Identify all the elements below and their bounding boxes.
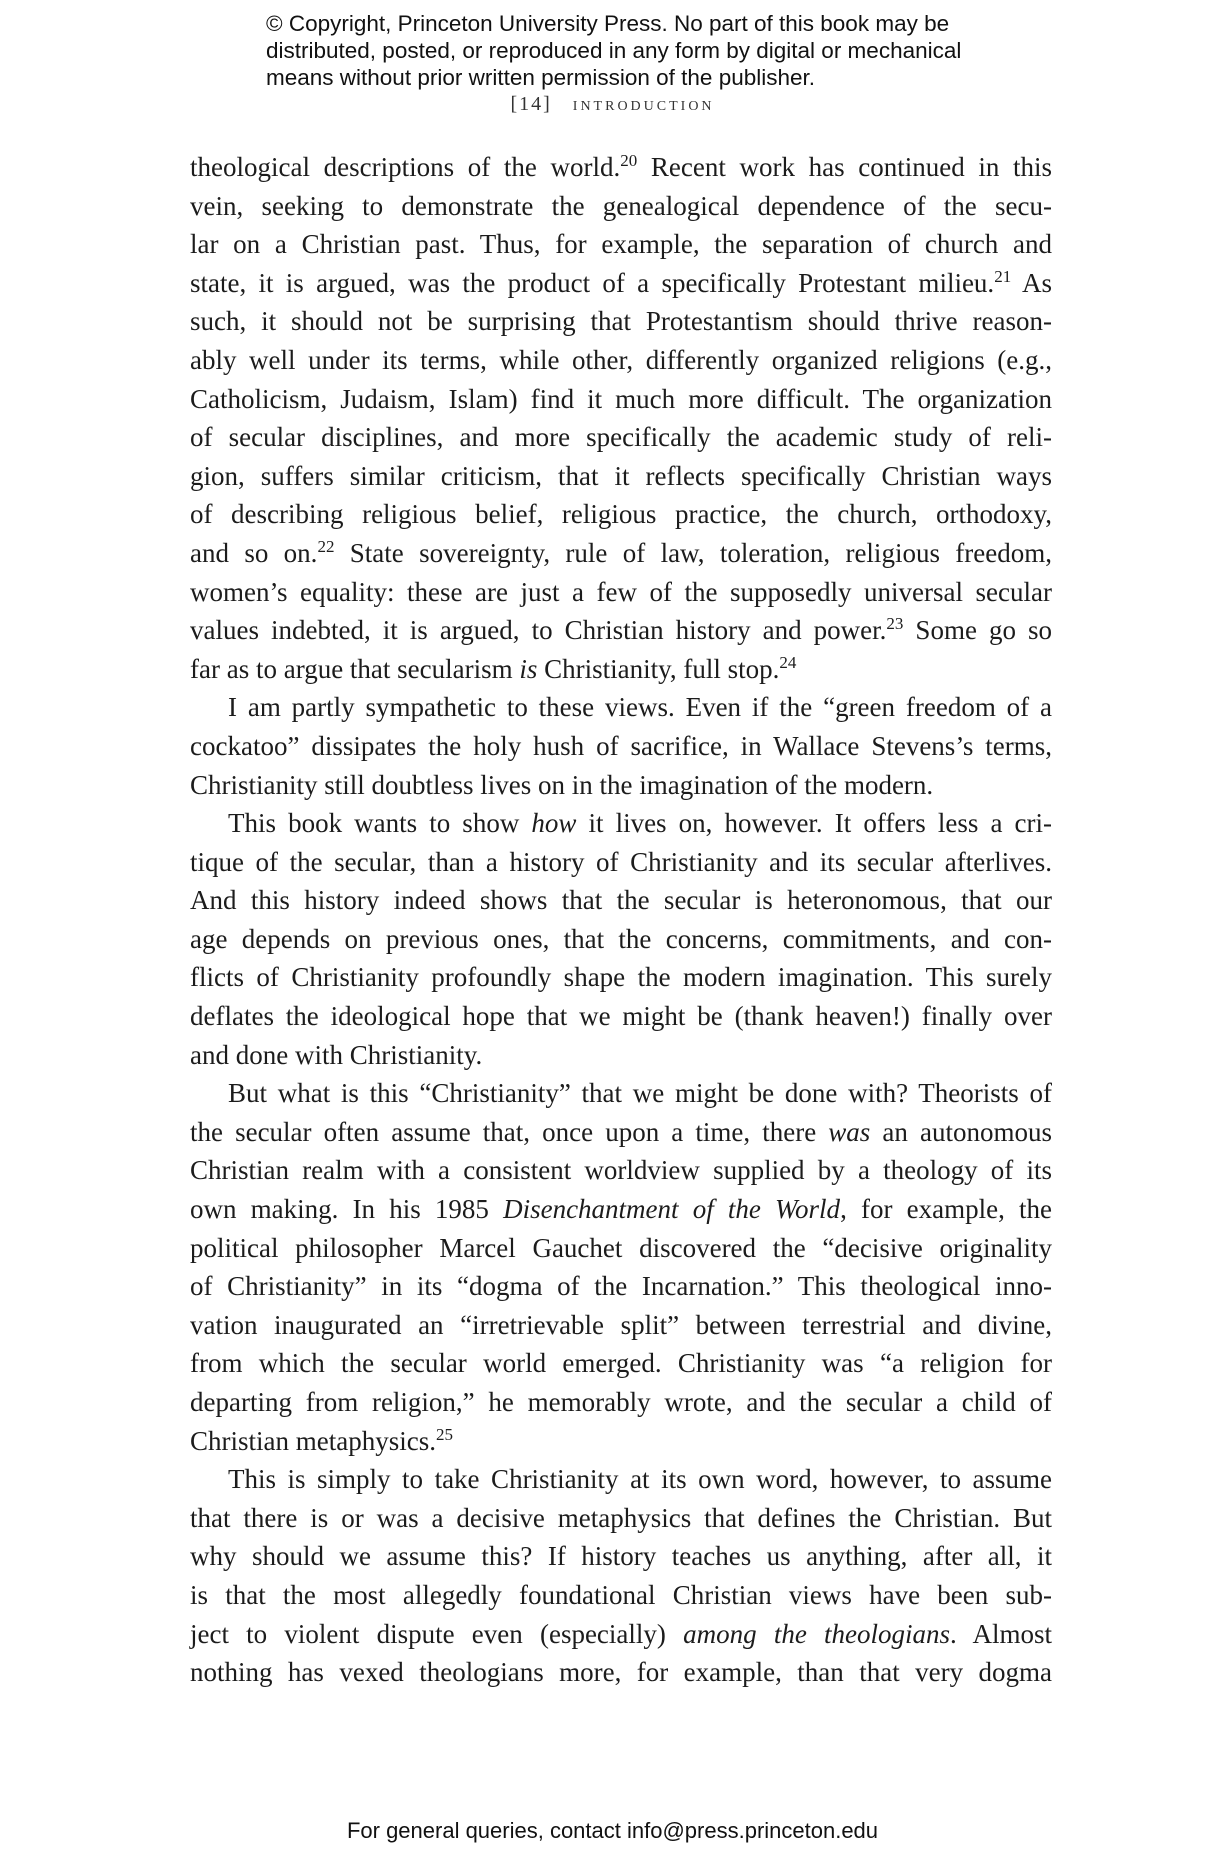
text-line xyxy=(190,302,1052,341)
text-line xyxy=(190,1422,1052,1461)
footnote-ref: 23 xyxy=(886,614,904,634)
text-line xyxy=(190,225,1052,264)
body-text xyxy=(190,148,1052,1692)
text-segment: is that the most allegedly foundational Christian views have been sub- xyxy=(190,1579,1052,1610)
running-head xyxy=(0,93,1225,116)
text-line xyxy=(190,1344,1052,1383)
text-segment: women’s equality: these are just a few of the supposedly universal secular xyxy=(190,576,1052,607)
text-line xyxy=(190,148,1052,187)
text-segment: vation inaugurated an “irretrievable split” between terrestrial and divine, xyxy=(190,1309,1052,1340)
copyright-line: means without prior written permission of the publisher. xyxy=(266,65,816,90)
text-line xyxy=(190,1499,1052,1538)
text-segment: tique of the secular, than a history of Christianity and its secular afterlives. xyxy=(190,846,1052,877)
text-segment: vein, seeking to demonstrate the genealogical dependence of the secu- xyxy=(190,190,1052,221)
text-segment: This book wants to show xyxy=(228,808,532,839)
text-segment: departing from religion,” he memorably wrote, and the secular a child of xyxy=(190,1387,1052,1417)
page-number: [14] xyxy=(510,93,552,115)
text-segment: Christian realm with a consistent worldview supplied by a theology of its xyxy=(190,1155,1052,1186)
text-segment: why should we assume this? If history teaches us anything, after all, it xyxy=(190,1541,1052,1572)
copyright-line: distributed, posted, or reproduced in any form by digital or mechanical xyxy=(266,38,962,63)
copyright-line: © Copyright, Princeton University Press. No part of this book may be xyxy=(266,11,950,36)
text-segment: such, it should not be surprising that Protestantism should thrive reason- xyxy=(190,306,1052,337)
italic-text: among the theologians xyxy=(683,1618,951,1649)
text-line xyxy=(190,1306,1052,1345)
text-line xyxy=(190,1190,1052,1229)
italic-text: was xyxy=(828,1116,871,1147)
text-line xyxy=(190,418,1052,457)
text-segment: it lives on, however. It offers less a cri- xyxy=(576,808,1052,839)
text-line xyxy=(190,688,1052,727)
text-segment: and so on. xyxy=(190,537,318,568)
footnote-ref: 21 xyxy=(994,266,1012,286)
text-line xyxy=(190,650,1052,689)
section-title: introduction xyxy=(572,93,715,115)
text-line xyxy=(190,611,1052,650)
text-line xyxy=(190,958,1052,997)
text-segment: deflates the ideological hope that we might be (thank heaven!) finally over xyxy=(190,1001,1052,1032)
text-segment: political philosopher Marcel Gauchet discovered the “decisive originality xyxy=(190,1232,1052,1263)
text-line xyxy=(190,534,1052,573)
text-segment: of secular disciplines, and more specifically the academic study of reli- xyxy=(190,422,1052,453)
text-segment: own making. In his 1985 xyxy=(190,1194,504,1225)
text-line xyxy=(190,264,1052,303)
italic-text: Disenchantment of the World xyxy=(503,1194,841,1225)
text-segment: of describing religious belief, religious practice, the church, orthodoxy, xyxy=(190,499,1052,530)
text-line xyxy=(190,380,1052,419)
text-line xyxy=(190,1267,1052,1306)
italic-text: how xyxy=(531,808,577,839)
text-segment: , for example, the xyxy=(840,1194,1052,1225)
text-segment: State sovereignty, rule of law, toleration, religious freedom, xyxy=(334,537,1052,568)
text-line xyxy=(190,881,1052,920)
text-line xyxy=(190,766,1052,805)
copyright-notice xyxy=(266,10,1006,91)
text-segment: and done with Christianity. xyxy=(190,1039,483,1070)
text-segment: ably well under its terms, while other, differently organized religions (e.g., xyxy=(190,344,1052,375)
text-segment: age depends on previous ones, that the concerns, commitments, and con- xyxy=(190,923,1052,954)
text-line xyxy=(190,1383,1052,1422)
text-segment: an autonomous xyxy=(870,1116,1052,1147)
text-line xyxy=(190,573,1052,612)
footnote-ref: 22 xyxy=(317,536,335,556)
text-line xyxy=(190,1460,1052,1499)
text-line xyxy=(190,1229,1052,1268)
text-segment: This is simply to take Christianity at its own word, however, to assume xyxy=(228,1464,1052,1495)
text-line xyxy=(190,495,1052,534)
text-line xyxy=(190,1113,1052,1152)
text-segment: But what is this “Christianity” that we might be done with? Theorists of xyxy=(228,1078,1052,1109)
text-segment: . Almost xyxy=(950,1618,1052,1649)
text-segment: Christian metaphysics. xyxy=(190,1425,436,1456)
text-segment: the secular often assume that, once upon a time, there xyxy=(190,1116,829,1147)
text-line xyxy=(190,1615,1052,1654)
text-segment: values indebted, it is argued, to Christian history and power. xyxy=(190,615,887,646)
text-segment: Some go so xyxy=(903,615,1052,646)
text-segment: As xyxy=(1011,267,1052,298)
text-line xyxy=(190,1151,1052,1190)
text-line xyxy=(190,727,1052,766)
text-segment: cockatoo” dissipates the holy hush of sacrifice, in Wallace Stevens’s terms, xyxy=(190,730,1052,761)
text-line xyxy=(190,1537,1052,1576)
text-segment: of Christianity” in its “dogma of the Incarnation.” This theological inno- xyxy=(190,1271,1052,1302)
text-segment: that there is or was a decisive metaphysics that defines the Christian. But xyxy=(190,1502,1052,1533)
text-line xyxy=(190,843,1052,882)
text-segment: Catholicism, Judaism, Islam) find it much more difficult. The organization xyxy=(190,383,1052,414)
text-line xyxy=(190,920,1052,959)
text-segment: far as to argue that secularism xyxy=(190,653,520,684)
text-line xyxy=(190,1653,1052,1692)
text-segment: And this history indeed shows that the secular is heteronomous, that our xyxy=(190,885,1052,916)
text-segment: gion, suffers similar criticism, that it reflects specifically Christian ways xyxy=(190,460,1052,491)
footnote-ref: 20 xyxy=(620,151,638,170)
text-segment: from which the secular world emerged. Christianity was “a religion for xyxy=(190,1348,1052,1379)
text-segment: ject to violent dispute even (especially) xyxy=(190,1618,684,1649)
text-segment: Christianity, full stop. xyxy=(537,653,780,684)
text-segment: state, it is argued, was the product of a specifically Protestant milieu. xyxy=(190,267,995,298)
italic-text: is xyxy=(519,653,538,684)
footnote-ref: 24 xyxy=(779,652,797,672)
text-segment: flicts of Christianity profoundly shape the modern imagination. This surely xyxy=(190,962,1052,993)
footer-contact: For general queries, contact info@press.princeton.edu xyxy=(346,1818,879,1843)
text-segment: lar on a Christian past. Thus, for example, the separation of church and xyxy=(190,229,1052,260)
text-line xyxy=(190,341,1052,380)
text-segment: I am partly sympathetic to these views. Even if the “green freedom of a xyxy=(228,692,1052,723)
text-segment: nothing has vexed theologians more, for example, than that very dogma xyxy=(190,1657,1052,1688)
text-line xyxy=(190,1036,1052,1075)
text-line xyxy=(190,187,1052,226)
text-line xyxy=(190,997,1052,1036)
footnote-ref: 25 xyxy=(435,1424,453,1444)
text-segment: Christianity still doubtless lives on in the imagination of the modern. xyxy=(190,769,934,800)
text-segment: theological descriptions of the world. xyxy=(190,152,621,182)
text-line xyxy=(190,804,1052,843)
text-line xyxy=(190,1074,1052,1113)
text-line xyxy=(190,457,1052,496)
text-segment: Recent work has continued in this xyxy=(637,152,1052,182)
text-line xyxy=(190,1576,1052,1615)
